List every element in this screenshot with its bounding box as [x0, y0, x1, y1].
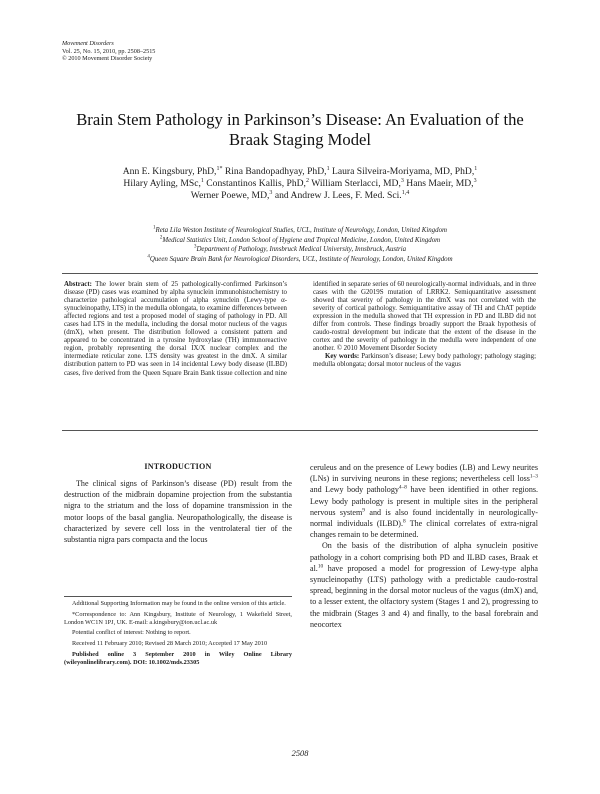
abstract-top-rule [62, 273, 538, 274]
affiliation: $^4$Queen Square Brain Bank for Neurological Disorders, UCL, Institute of Neurology, London, United Kingdom [147, 254, 453, 263]
footnote-published: Published online 3 September 2010 in Wiley Online Library (wileyonlinelibrary.com). DOI: 10.1002/mds.23305 [64, 650, 292, 666]
intro-column-right [310, 462, 538, 630]
keywords-label: Key words: [325, 353, 360, 361]
journal-volume: Vol. 25, No. 15, 2010, pp. 2508–2515 [62, 47, 156, 55]
keywords-text: Parkinson’s disease; Lewy body pathology; pathology staging; medulla oblongata; dorsal motor nucleus of the vagus [313, 353, 536, 369]
journal-header [62, 40, 155, 63]
abstract [64, 281, 536, 423]
footnote-conflict: Potential conflict of interest: Nothing to report. [72, 629, 191, 637]
abstract-text: The lower brain stem of 25 pathologically-confirmed Parkinson’s disease (PD) cases was examined by alpha synuclein immunohistochemistry to characterize pathological accumulation of alpha synuclein (Lewy-type α-synucleinopathy, LTS) in the medulla oblongata, to examine differences between affected regions and test a proposed model of staging of pathology in PD. All cases had LTS in the medulla, including the dorsal motor nucleus of the vagus (dmX), when present. The distribution followed a consistent pattern and appeared to be concentrated in a tyrosine hydroxylase (TH) immunoreactive region, probably representing the dorsal IX/X nuclear complex and the intermediate reticular zone. LTS density was greatest in the dmX. A similar distribution pattern to PD was seen in 14 incidental Lewy body disease (ILBD) cases, five derived from the Queen Square Brain Bank tissue collection and nine identified in separate series of 60 neurologically-normal individuals, and in three cases with the G2019S mutation of LRRK2. Semiquantitative assessment showed that severity of pathology in the dmX was not correlated with the severity of cortical pathology. Semiquantitative assay of TH and ChAT peptide expression in the medulla showed that TH expression in PD and ILBD did not differ from controls. These findings broadly support the Braak hypothesis of caudo-rostral development but indicate that the extent of the disease in the cortex and the severity of pathology in the medulla were independent of one another. © 2010 Movement Disorder Society [64, 281, 536, 377]
author: Constantinos Kallis, PhD,$^2$ [206, 177, 309, 189]
affiliation: $^1$Reta Lila Weston Institute of Neurological Studies, UCL, Institute of Neurology, London, United Kingdom [152, 225, 447, 234]
article-title: Brain Stem Pathology in Parkinson’s Disease: An Evaluation of the Braak Staging Model [76, 110, 524, 149]
abstract-label: Abstract: [64, 281, 92, 288]
journal-name: Movement Disorders [62, 40, 114, 47]
author: Rina Bandopadhyay, PhD,$^1$ [224, 165, 330, 177]
abstract-bottom-rule [62, 430, 538, 431]
footnote-dates: Received 11 February 2010; Revised 28 March 2010; Accepted 17 May 2010 [72, 639, 268, 647]
author: and Andrew J. Lees, F. Med. Sci.$^{1,4}$ [274, 189, 410, 201]
intro-paragraph: The clinical signs of Parkinson’s disease (PD) result from the destruction of the midbrain dopamine projection from the substantia nigra to the striatum and the loss of dopamine transmission in the motor loops of the basal ganglia. Neuropathologically, the disease is characterized by severe cell loss in the ventrolateral tier of the substantia nigra pars compacta and the locus [64, 479, 292, 545]
footnote-supporting-info: Additional Supporting Information may be found in the online version of this article. [72, 600, 286, 607]
author: Ann E. Kingsbury, PhD,$^{1*}$ [122, 165, 223, 177]
author-list [70, 166, 530, 201]
footnote-correspondence: *Correspondence to: Ann Kingsbury, Institute of Neurology, 1 Wakefield Street, London WC1N 1PJ, UK. E-mail: a.kingsbury@ion.ucl.ac.uk [64, 610, 292, 626]
footnotes [64, 600, 292, 669]
section-heading-introduction: INTRODUCTION [144, 462, 212, 471]
journal-copyright: © 2010 Movement Disorder Society [62, 55, 153, 63]
affiliation: $^2$Medical Statistics Unit, London School of Hygiene and Tropical Medicine, London, United Kingdom [159, 235, 441, 244]
author: Hans Maeir, MD,$^3$ [406, 177, 477, 189]
author: Werner Poewe, MD,$^3$ [190, 189, 273, 201]
affiliation-list [70, 226, 530, 264]
intro-paragraph: ceruleus and on the presence of Lewy bodies (LB) and Lewy neurites (LNs) in surviving neurons in these regions; nevertheless cell loss$^{1-3}$ and Lewy body pathology$^{4-8}$ have been identified in other regions. Lewy body pathology is present in multiple sites in the peripheral nervous system$^9$ and is also found incidentally in neurologically-normal individuals (ILBD).$^8$ The clinical correlates of extra-nigral changes remain to be determined. [310, 463, 538, 540]
page-number: 2508 [291, 749, 309, 758]
author: Hilary Ayling, MSc,$^1$ [123, 177, 204, 189]
affiliation: $^3$Department of Pathology, Innsbruck Medical University, Innsbruck, Austria [193, 244, 407, 254]
intro-column-left [64, 478, 292, 545]
intro-paragraph: On the basis of the distribution of alpha synuclein positive pathology in a cohort comprising both PD and ILBD cases, Braak et al.$^{10}$ have proposed a model for progression of Lewy-type alpha synucleinopathy (LTS) pathology with a predictable caudo-rostral spread, beginning in the dorsal motor nucleus of the vagus (dmX) and, to a lesser extent, the olfactory system (Stages 1 and 2), progressing to the midbrain (Stages 3 and 4) and finally, to the basal forebrain and neocortex [310, 541, 538, 629]
author: William Sterlacci, MD,$^3$ [311, 177, 404, 189]
footnote-rule [64, 596, 292, 597]
author: Laura Silveira-Moriyama, MD, PhD,$^1$ [331, 165, 478, 177]
